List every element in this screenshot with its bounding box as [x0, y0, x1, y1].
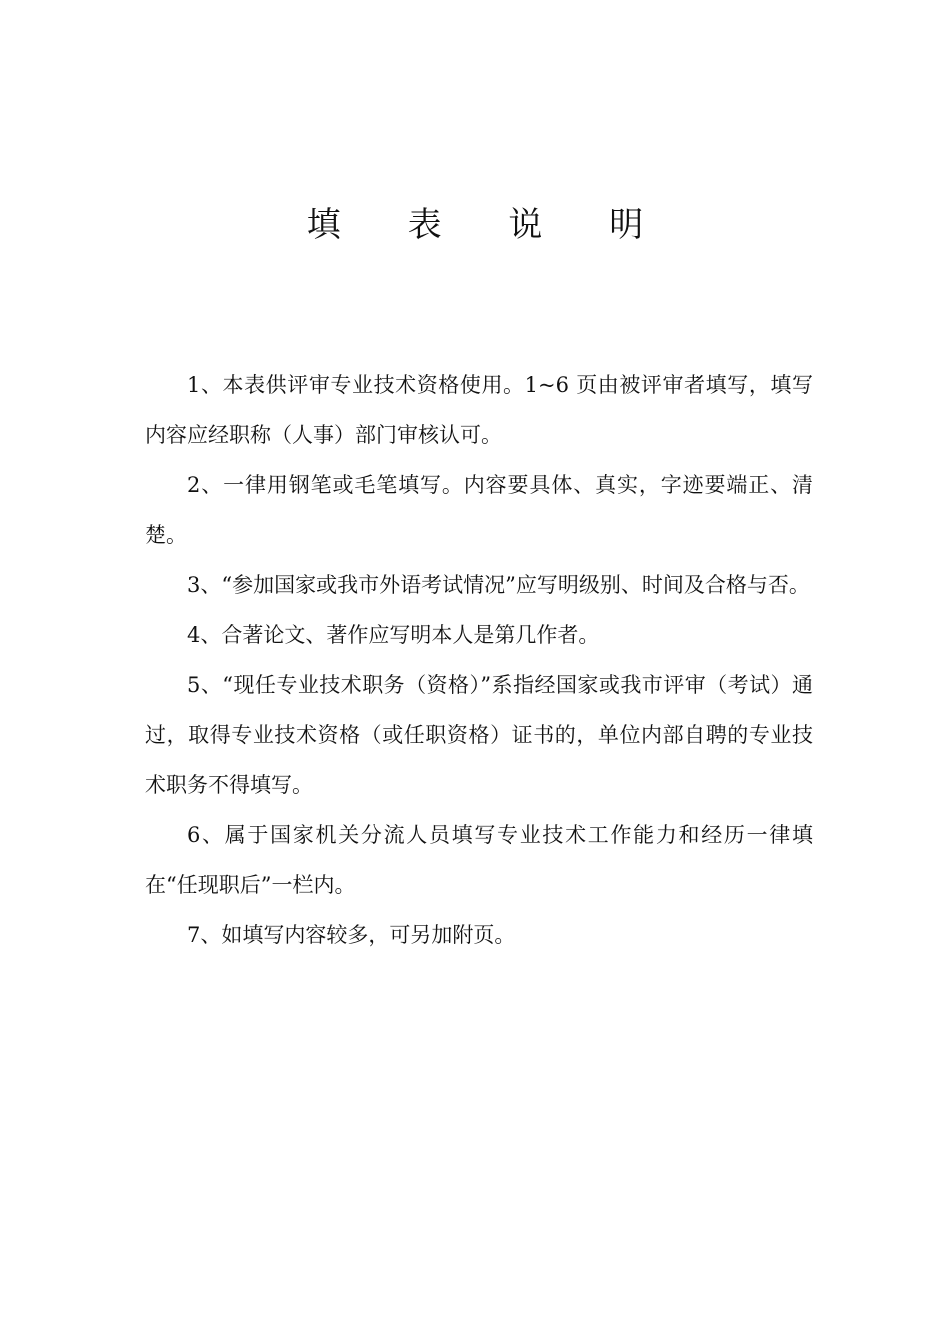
instruction-item-1: 1、本表供评审专业技术资格使用。1~6 页由被评审者填写，填写内容应经职称（人事）部门审核认可。	[145, 373, 813, 447]
instruction-item-3: 3、“参加国家或我市外语考试情况”应写明级别、时间及合格与否。	[187, 573, 810, 597]
instruction-item-6: 6、属于国家机关分流人员填写专业技术工作能力和经历一律填在“任现职后”一栏内。	[145, 823, 813, 897]
instruction-item-4: 4、合著论文、著作应写明本人是第几作者。	[187, 623, 600, 647]
page-title: 填 表 说 明	[306, 205, 672, 245]
instructions-list	[145, 360, 813, 960]
instruction-item-5: 5、“现任专业技术职务（资格）”系指经国家或我市评审（考试）通过，取得专业技术资格（或任职资格）证书的，单位内部自聘的专业技术职务不得填写。	[145, 673, 813, 797]
instruction-item-2: 2、一律用钢笔或毛笔填写。内容要具体、真实，字迹要端正、清楚。	[145, 473, 813, 547]
instruction-item-7: 7、如填写内容较多，可另加附页。	[187, 923, 516, 947]
